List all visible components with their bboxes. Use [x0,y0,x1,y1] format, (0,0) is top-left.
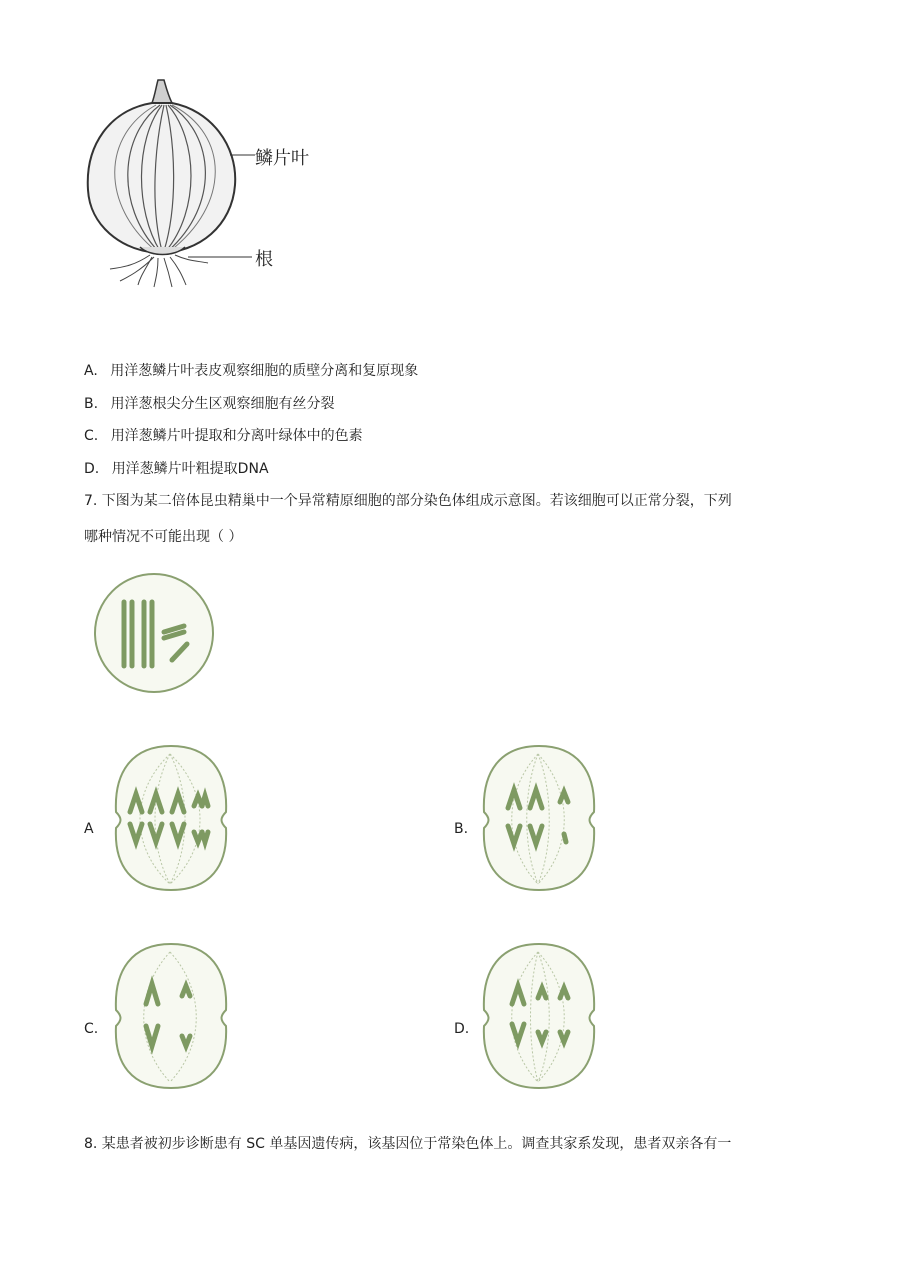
q7-option-b-letter: B. [454,821,469,837]
onion-roots-drawing [110,255,208,287]
q7-option-a-figure [110,742,232,894]
q7-cell-figure [92,570,222,698]
q7-stem-line2: 哪种情况不可能出现（ ） [84,529,243,545]
option-letter: C. [84,428,99,444]
option-letter: A. [84,363,98,379]
q6-option-b [84,395,335,413]
q7-stem-line1: 7. 下图为某二倍体昆虫精巢中一个异常精原细胞的部分染色体组成示意图。若该细胞可以正常分裂，下列 [84,493,732,509]
q6-option-a [84,362,418,380]
option-text: 用洋葱根尖分生区观察细胞有丝分裂 [110,396,335,412]
q7-option-d-figure [478,940,600,1092]
q7-option-c-figure [110,940,232,1092]
q8-stem-line1: 8. 某患者被初步诊断患有 SC 单基因遗传病，该基因位于常染色体上。调查其家系发现，患者双亲各有一 [84,1136,732,1152]
label-scale-leaf: 鳞片叶 [255,148,309,169]
onion-bulb-drawing [88,80,235,255]
q7-option-c-letter: C. [84,1021,99,1037]
option-letter: B. [84,396,99,412]
option-text: 用洋葱鳞片叶粗提取DNA [111,461,269,477]
label-root: 根 [255,249,273,270]
q7-option-a-letter: A [84,821,94,837]
option-letter: D. [84,461,100,477]
q7-option-d-letter: D. [454,1021,470,1037]
option-text: 用洋葱鳞片叶表皮观察细胞的质壁分离和复原现象 [110,363,419,379]
q6-option-d [84,460,269,478]
onion-figure [80,75,320,290]
q7-option-b-figure [478,742,600,894]
q6-option-c [84,427,363,445]
option-text: 用洋葱鳞片叶提取和分离叶绿体中的色素 [110,428,363,444]
